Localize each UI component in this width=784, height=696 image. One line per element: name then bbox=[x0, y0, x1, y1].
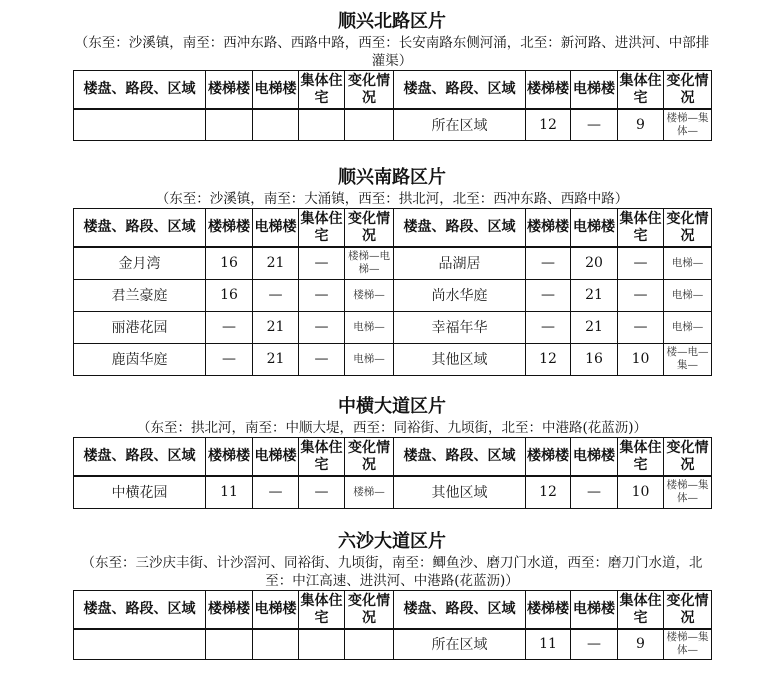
change-status: 楼—电—集— bbox=[664, 343, 712, 375]
elevator-count bbox=[253, 109, 299, 140]
column-header: 楼梯楼 bbox=[526, 209, 571, 248]
column-header: 电梯楼 bbox=[253, 438, 299, 477]
column-header: 变化情况 bbox=[345, 71, 394, 110]
collective-count: 10 bbox=[618, 476, 664, 508]
column-header: 集体住宅 bbox=[618, 438, 664, 477]
stair-count: — bbox=[206, 343, 253, 375]
change-status: 电梯— bbox=[345, 311, 394, 343]
section-title: 六沙大道区片 bbox=[338, 531, 446, 552]
column-header: 集体住宅 bbox=[299, 591, 345, 630]
column-header: 集体住宅 bbox=[618, 209, 664, 248]
column-header: 楼梯楼 bbox=[526, 438, 571, 477]
estate-name: 鹿茵华庭 bbox=[74, 343, 206, 375]
change-status: 楼梯—电梯— bbox=[345, 247, 394, 279]
column-header: 集体住宅 bbox=[299, 71, 345, 110]
change-status bbox=[345, 109, 394, 140]
section-1 bbox=[73, 10, 711, 141]
column-header: 电梯楼 bbox=[571, 438, 618, 477]
change-status: 电梯— bbox=[664, 311, 712, 343]
district-table bbox=[73, 590, 712, 660]
section-boundary: （东至：沙溪镇，南至：西冲东路、西路中路，西至：长安南路东侧河涌，北至：新河路、进洪河、中部排灌渠） bbox=[74, 35, 710, 69]
estate-name: 金月湾 bbox=[74, 247, 206, 279]
estate-name: 品湖居 bbox=[394, 247, 526, 279]
elevator-count: 21 bbox=[253, 311, 299, 343]
stair-count: 16 bbox=[206, 279, 253, 311]
collective-count: — bbox=[299, 247, 345, 279]
column-header: 楼梯楼 bbox=[206, 209, 253, 248]
section-boundary: （东至：沙溪镇，南至：大涌镇，西至：拱北河，北至：西冲东路、西路中路） bbox=[155, 191, 629, 207]
column-header: 楼梯楼 bbox=[206, 71, 253, 110]
collective-count: 9 bbox=[618, 629, 664, 659]
header-row bbox=[74, 438, 712, 477]
section-title: 顺兴北路区片 bbox=[338, 11, 446, 32]
header-row bbox=[74, 591, 712, 630]
section-2 bbox=[73, 166, 711, 376]
column-header: 电梯楼 bbox=[571, 209, 618, 248]
collective-count: — bbox=[618, 279, 664, 311]
collective-count: — bbox=[299, 343, 345, 375]
column-header: 电梯楼 bbox=[253, 71, 299, 110]
estate-name: 君兰豪庭 bbox=[74, 279, 206, 311]
stair-count: 11 bbox=[526, 629, 571, 659]
district-table bbox=[73, 70, 712, 141]
elevator-count: 16 bbox=[571, 343, 618, 375]
column-header: 楼盘、路段、区域 bbox=[394, 438, 526, 477]
change-status: 电梯— bbox=[664, 247, 712, 279]
collective-count bbox=[299, 109, 345, 140]
change-status: 楼梯—集体— bbox=[664, 109, 712, 140]
change-status: 电梯— bbox=[345, 343, 394, 375]
collective-count: — bbox=[299, 279, 345, 311]
header-row bbox=[74, 209, 712, 248]
column-header: 变化情况 bbox=[664, 591, 712, 630]
column-header: 楼盘、路段、区域 bbox=[394, 71, 526, 110]
column-header: 集体住宅 bbox=[299, 438, 345, 477]
section-3 bbox=[73, 395, 711, 509]
estate-name: 其他区域 bbox=[394, 476, 526, 508]
collective-count: — bbox=[299, 476, 345, 508]
elevator-count: — bbox=[571, 109, 618, 140]
column-header: 楼盘、路段、区域 bbox=[74, 591, 206, 630]
table-row bbox=[74, 343, 712, 375]
change-status bbox=[345, 629, 394, 659]
estate-name bbox=[74, 629, 206, 659]
estate-name: 所在区域 bbox=[394, 629, 526, 659]
collective-count: 9 bbox=[618, 109, 664, 140]
section-title: 中横大道区片 bbox=[338, 396, 446, 417]
column-header: 电梯楼 bbox=[571, 591, 618, 630]
estate-name: 所在区域 bbox=[394, 109, 526, 140]
collective-count: — bbox=[618, 311, 664, 343]
section-4 bbox=[73, 530, 711, 660]
stair-count: — bbox=[526, 247, 571, 279]
table-row bbox=[74, 109, 712, 140]
district-table bbox=[73, 437, 712, 509]
district-table bbox=[73, 208, 712, 376]
header-row bbox=[74, 71, 712, 110]
change-status: 楼梯— bbox=[345, 279, 394, 311]
estate-name: 幸福年华 bbox=[394, 311, 526, 343]
table-row bbox=[74, 247, 712, 279]
change-status: 电梯— bbox=[664, 279, 712, 311]
elevator-count: — bbox=[253, 476, 299, 508]
section-boundary: （东至：拱北河，南至：中顺大堤，西至：同裕街、九顷街，北至：中港路(花蓝沥)） bbox=[136, 420, 648, 436]
elevator-count: 20 bbox=[571, 247, 618, 279]
column-header: 电梯楼 bbox=[253, 591, 299, 630]
column-header: 楼盘、路段、区域 bbox=[394, 591, 526, 630]
table-row bbox=[74, 311, 712, 343]
stair-count: 16 bbox=[206, 247, 253, 279]
elevator-count: — bbox=[253, 279, 299, 311]
collective-count: — bbox=[618, 247, 664, 279]
section-title: 顺兴南路区片 bbox=[338, 167, 446, 188]
stair-count: — bbox=[526, 311, 571, 343]
collective-count: 10 bbox=[618, 343, 664, 375]
collective-count bbox=[299, 629, 345, 659]
stair-count bbox=[206, 629, 253, 659]
column-header: 楼梯楼 bbox=[526, 71, 571, 110]
column-header: 楼梯楼 bbox=[526, 591, 571, 630]
column-header: 楼盘、路段、区域 bbox=[74, 209, 206, 248]
column-header: 变化情况 bbox=[345, 438, 394, 477]
stair-count bbox=[206, 109, 253, 140]
stair-count: 11 bbox=[206, 476, 253, 508]
section-boundary: （东至：三沙庆丰街、计沙滘河、同裕街、九顷街，南至：鲫鱼沙、磨刀门水道，西至：磨刀门水道，北至：中江高速、进洪河、中港路(花蓝沥)） bbox=[81, 555, 703, 589]
elevator-count: 21 bbox=[571, 279, 618, 311]
stair-count: 12 bbox=[526, 476, 571, 508]
elevator-count: 21 bbox=[571, 311, 618, 343]
column-header: 变化情况 bbox=[345, 209, 394, 248]
change-status: 楼梯— bbox=[345, 476, 394, 508]
estate-name: 尚水华庭 bbox=[394, 279, 526, 311]
estate-name: 中横花园 bbox=[74, 476, 206, 508]
column-header: 集体住宅 bbox=[299, 209, 345, 248]
column-header: 楼盘、路段、区域 bbox=[74, 438, 206, 477]
stair-count: 12 bbox=[526, 109, 571, 140]
elevator-count bbox=[253, 629, 299, 659]
column-header: 楼梯楼 bbox=[206, 591, 253, 630]
stair-count: — bbox=[526, 279, 571, 311]
elevator-count: — bbox=[571, 629, 618, 659]
stair-count: — bbox=[206, 311, 253, 343]
table-row bbox=[74, 629, 712, 659]
column-header: 楼盘、路段、区域 bbox=[394, 209, 526, 248]
column-header: 楼盘、路段、区域 bbox=[74, 71, 206, 110]
estate-name: 其他区域 bbox=[394, 343, 526, 375]
table-row bbox=[74, 279, 712, 311]
column-header: 集体住宅 bbox=[618, 591, 664, 630]
elevator-count: 21 bbox=[253, 247, 299, 279]
column-header: 电梯楼 bbox=[571, 71, 618, 110]
elevator-count: 21 bbox=[253, 343, 299, 375]
column-header: 变化情况 bbox=[664, 209, 712, 248]
estate-name: 丽港花园 bbox=[74, 311, 206, 343]
column-header: 电梯楼 bbox=[253, 209, 299, 248]
table-row bbox=[74, 476, 712, 508]
column-header: 变化情况 bbox=[664, 438, 712, 477]
column-header: 集体住宅 bbox=[618, 71, 664, 110]
change-status: 楼梯—集体— bbox=[664, 629, 712, 659]
column-header: 变化情况 bbox=[345, 591, 394, 630]
column-header: 变化情况 bbox=[664, 71, 712, 110]
estate-name bbox=[74, 109, 206, 140]
stair-count: 12 bbox=[526, 343, 571, 375]
change-status: 楼梯—集体— bbox=[664, 476, 712, 508]
elevator-count: — bbox=[571, 476, 618, 508]
column-header: 楼梯楼 bbox=[206, 438, 253, 477]
collective-count: — bbox=[299, 311, 345, 343]
